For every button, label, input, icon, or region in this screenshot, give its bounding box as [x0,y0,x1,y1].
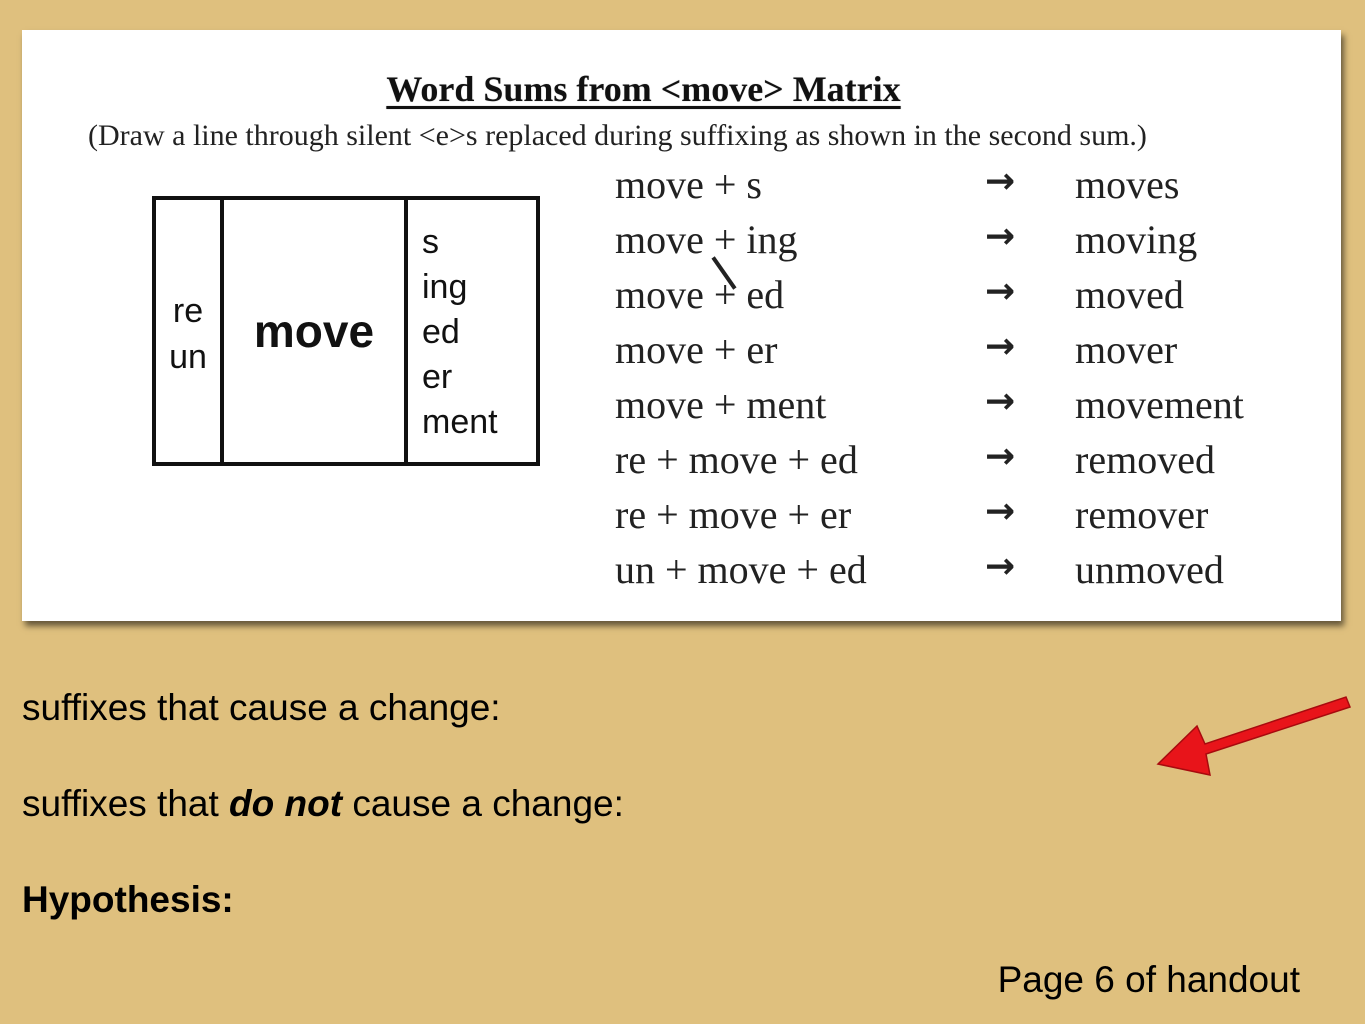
prompt-emphasis: do not [229,783,343,824]
word-sum: move + er [615,327,778,372]
matrix-suffix: ed [422,313,460,351]
hypothesis-label: Hypothesis: [22,879,234,920]
word-sum: move + s [615,162,762,207]
right-arrow-icon: → [985,491,1016,532]
word-sum: re + move + ed [615,437,858,482]
matrix-prefix-column [156,200,224,462]
word-sum-result: removed [1075,437,1215,482]
right-arrow-icon: → [985,161,1016,202]
panel-title: Word Sums from <move> Matrix [386,69,901,109]
word-sum-result: mover [1075,327,1178,372]
word-sum-result: moves [1075,162,1180,207]
panel-instructions: (Draw a line through silent <e>s replaced during suffixing as shown in the second sum.) [88,119,1147,152]
word-sum: re + move + er [615,492,852,537]
word-sum: move + ed [615,272,785,317]
matrix-suffix: er [422,358,453,396]
word-matrix [152,196,540,466]
red-arrow-icon [1150,695,1355,785]
matrix-suffix: ment [422,403,498,441]
right-arrow-icon: → [985,216,1016,257]
word-sum: move + ment [615,382,827,427]
matrix-suffix: ing [422,268,468,306]
right-arrow-icon: → [985,381,1016,422]
word-sum-result: moving [1075,217,1198,262]
word-sum-result: movement [1075,382,1244,427]
word-sum-result: remover [1075,492,1209,537]
matrix-base: move [253,305,375,357]
right-arrow-icon: → [985,271,1016,312]
right-arrow-icon: → [985,546,1016,587]
prompt-text: cause a change: [342,783,624,824]
right-arrow-icon: → [985,326,1016,367]
page-reference: Page 6 of handout [997,959,1300,1000]
matrix-panel [22,30,1341,621]
right-arrow-icon: → [985,436,1016,477]
word-sum: move + ing [615,217,798,262]
prompt-text: suffixes that [22,783,230,824]
matrix-suffix: s [422,223,439,261]
changing-suffixes-prompt: suffixes that cause a change: [22,687,501,728]
matrix-base-column [224,200,408,462]
matrix-prefix: un [169,338,207,376]
matrix-prefix: re [172,292,204,330]
word-sum: un + move + ed [615,547,867,592]
matrix-suffix-column [408,200,536,462]
word-sum-result: moved [1075,272,1184,317]
non-changing-suffixes-prompt [22,783,624,825]
word-sum-result: unmoved [1075,547,1224,592]
